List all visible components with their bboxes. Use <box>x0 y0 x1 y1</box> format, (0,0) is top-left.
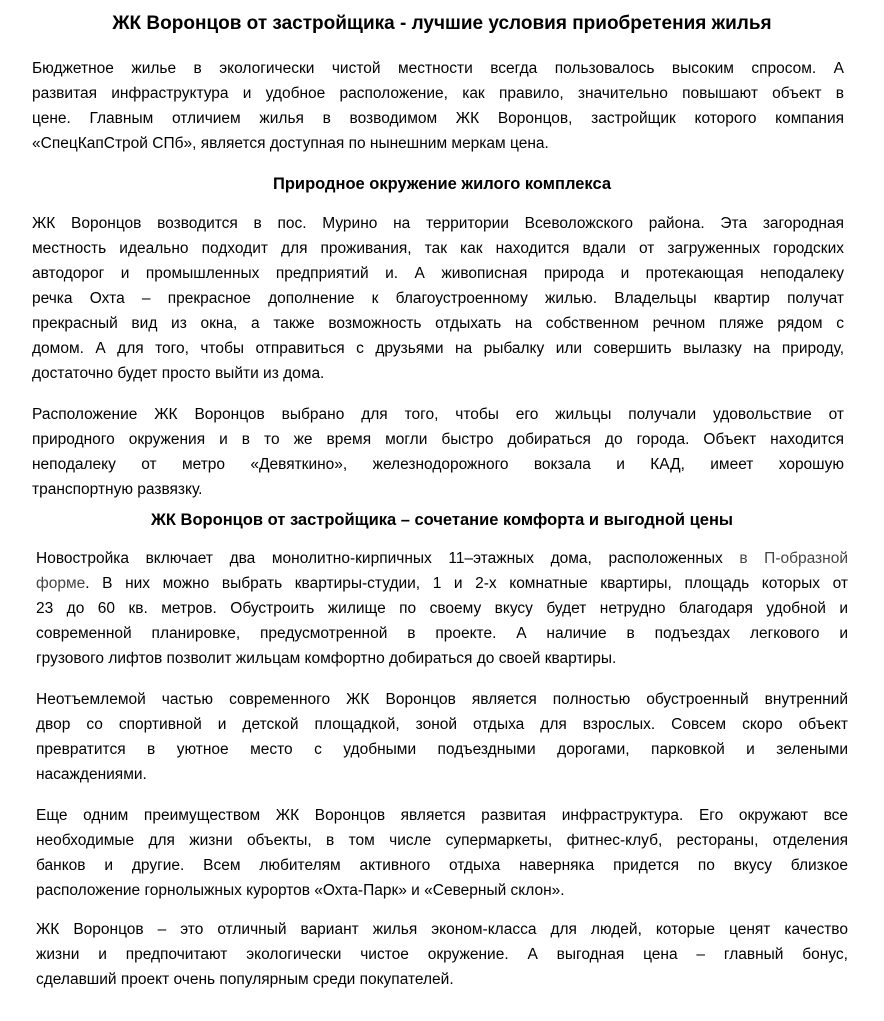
text-line: цене. Главным отличием жилья в возводимом ЖК Воронцов, застройщик которого компания <box>32 110 844 127</box>
text-line: сделавший проект очень популярным среди покупателей. <box>36 971 454 988</box>
text-line: Неотъемлемой частью современного ЖК Воронцов является полностью обустроенный внутренний <box>36 691 848 708</box>
text-line: Бюджетное жилье в экологически чистой местности всегда пользовалось высоким спросом. А <box>32 60 844 77</box>
text-line: Расположение ЖК Воронцов выбрано для того, чтобы его жильцы получали удовольствие от <box>32 406 844 423</box>
text-line: 23 до 60 кв. метров. Обустроить жилище по своему вкусу будет нетрудно благодаря удобной и <box>36 600 848 617</box>
text-segment: Новостройка включает два монолитно-кирпичных 11–этажных дома, расположенных <box>36 550 740 567</box>
text-line-clipped: транспортную развязку. <box>32 481 203 498</box>
text-line <box>36 546 848 571</box>
page-title: ЖК Воронцов от застройщика - лучшие условия приобретения жилья <box>112 13 772 34</box>
comfort-paragraph-4 <box>36 917 848 992</box>
text-line <box>36 571 848 596</box>
text-line: Еще одним преимуществом ЖК Воронцов является развитая инфраструктура. Его окружают все <box>36 807 848 824</box>
text-line: превратится в уютное место с удобными подъездными дорогами, парковкой и зелеными <box>36 741 848 758</box>
comfort-paragraph-3 <box>36 803 848 903</box>
text-line: «СпецКапСтрой СПб», является доступная по нынешним меркам цена. <box>32 135 549 152</box>
text-line: ЖК Воронцов возводится в пос. Мурино на территории Всеволожского района. Эта загородная <box>32 215 844 232</box>
text-segment: . В них можно выбрать квартиры-студии, 1 и 2-х комнатные квартиры, площадь которых от <box>85 575 848 592</box>
text-line: достаточно будет просто выйти из дома. <box>32 365 325 382</box>
nature-paragraph-1 <box>32 211 844 386</box>
text-line: ЖК Воронцов – это отличный вариант жилья эконом-класса для людей, которые ценят качество <box>36 921 848 938</box>
text-line: необходимые для жизни объекты, в том числе супермаркеты, фитнес-клуб, рестораны, отделения <box>36 832 848 849</box>
text-line: неподалеку от метро «Девяткино», железнодорожного вокзала и КАД, имеет хорошую <box>32 456 844 473</box>
text-line: местность идеально подходит для проживания, так как находится вдали от загруженных городских <box>32 240 844 257</box>
text-line: современной планировке, предусмотренной в проекте. А наличие в подъездах легкового и <box>36 625 848 642</box>
text-line: грузового лифтов позволит жильцам комфортно добираться до своей квартиры. <box>36 650 617 667</box>
comfort-paragraph-1 <box>36 546 848 671</box>
section-heading-comfort: ЖК Воронцов от застройщика – сочетание комфорта и выгодной цены <box>150 511 734 529</box>
nature-paragraph-2 <box>32 402 844 502</box>
shape-link-continued[interactable]: форме <box>36 575 86 592</box>
text-line: домом. А для того, чтобы отправиться с друзьями на рыбалку или совершить вылазку на природу, <box>32 340 844 357</box>
intro-paragraph <box>32 56 844 156</box>
text-line: автодорог и промышленных предприятий и. А живописная природа и протекающая неподалеку <box>32 265 844 282</box>
text-line: расположение горнолыжных курортов «Охта-Парк» и «Северный склон». <box>36 882 565 899</box>
text-line: речка Охта – прекрасное дополнение к благоустроенному жилью. Владельцы квартир получат <box>32 290 844 307</box>
shape-link[interactable]: в П-образной <box>739 550 848 567</box>
text-line: двор со спортивной и детской площадкой, зоной отдыха для взрослых. Совсем скоро объект <box>36 716 848 733</box>
text-line: жизни и предпочитают экологически чистое окружение. А выгодная цена – главный бонус, <box>36 946 848 963</box>
text-line: насаждениями. <box>36 766 147 783</box>
section-heading-nature: Природное окружение жилого комплекса <box>272 175 612 193</box>
text-line: природного окружения и в то же время могли быстро добираться до города. Объект находится <box>32 431 844 448</box>
text-line: банков и другие. Всем любителям активного отдыха наверняка придется по вкусу близкое <box>36 857 848 874</box>
text-line: прекрасный вид из окна, а также возможность отдыхать на собственном речном пляже рядом с <box>32 315 844 332</box>
text-line: развитая инфраструктура и удобное расположение, как правило, значительно повышают объект в <box>32 85 844 102</box>
comfort-paragraph-2 <box>36 687 848 787</box>
